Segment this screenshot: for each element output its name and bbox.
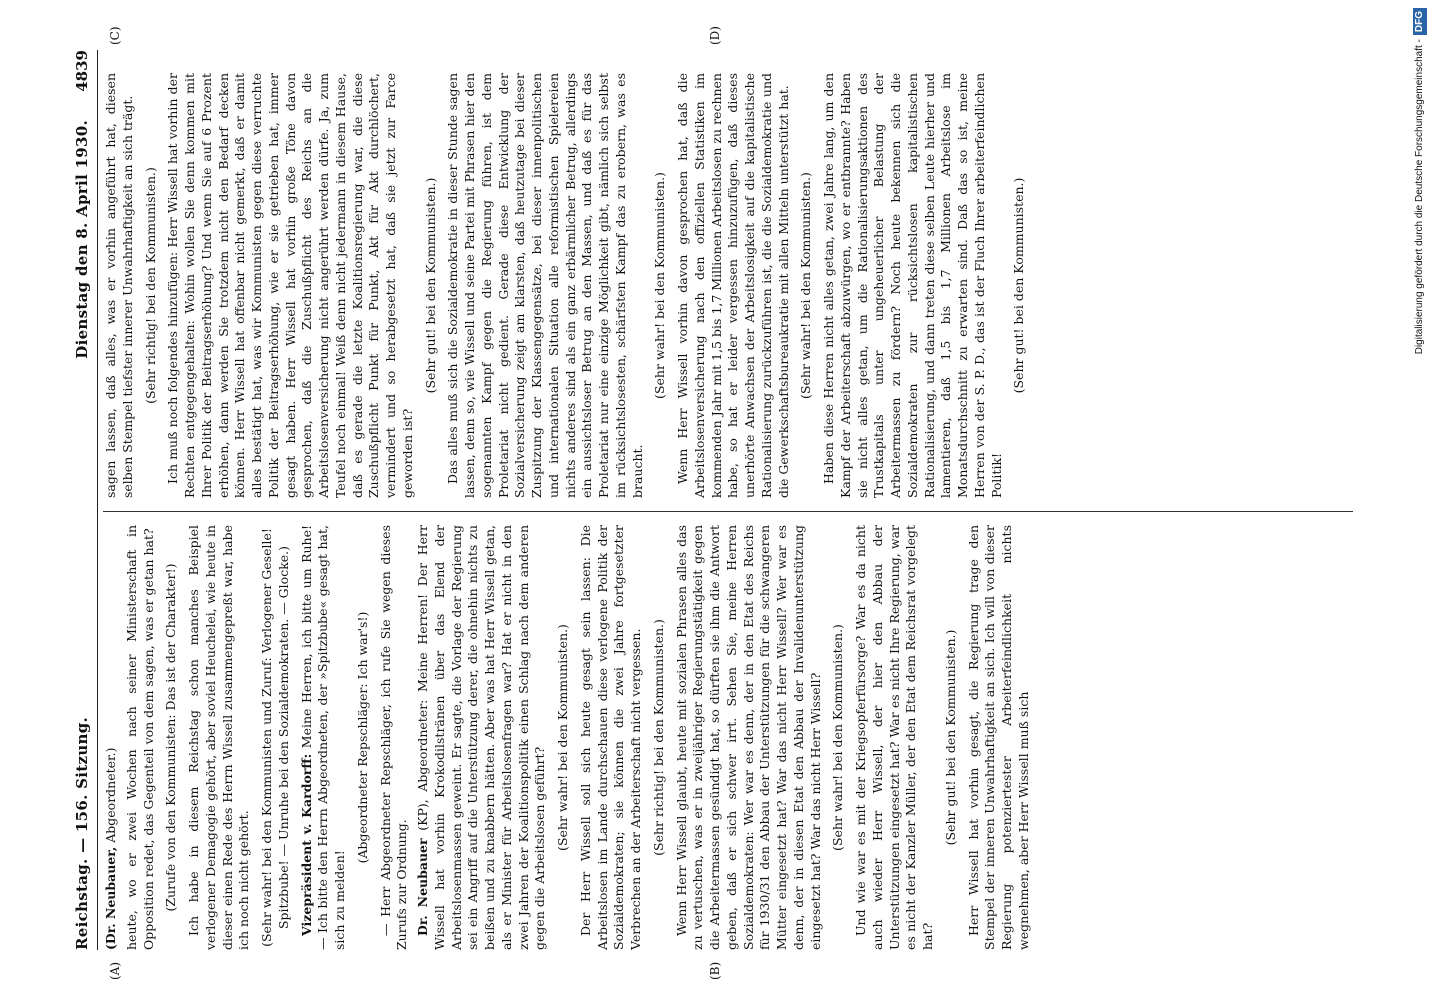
paragraph-text: Der Herr Wissell soll sich heute gesagt sein lassen: Die Arbeitslosen im Lande durchschauen diese verlogene Politik der Sozialdemokraten; sie können die zwei Jahre fortgesetzter Verbrechen an der Arbeiterschaft nicht vergessen.	[577, 525, 643, 950]
paragraph-text: (Sehr gut! bei den Kommunisten.)	[942, 629, 958, 846]
paragraph-text: (Sehr wahr! bei den Kommunisten.)	[830, 624, 846, 851]
paragraph-text: Abgeordneter.)	[103, 747, 118, 847]
digitization-notice	[1408, 8, 1432, 992]
paragraph-text: (Sehr gut! bei den Kommunisten.)	[422, 177, 438, 394]
paragraph-text: Wenn Herr Wissell vorhin davon gesprochen hat, daß die Arbeitslosenversicherung nach den offiziellen Statistiken im kommenden Jahr mit 1,5 bis 1,7 Millionen Arbeitslosen zu rechnen habe, so hat er leider vergessen hinzuzufügen, daß dieses unerhörte Anwachsen der Arbeitslosigkeit auf die kapitalistische Rationalisierung zurückzuführen ist, die die Sozialdemokratie und die Gewerkschaftsbureaukratie mit allen Mitteln unterstützt hat.	[675, 73, 791, 498]
speaker-name: Dr. Neubauer	[415, 838, 430, 936]
paragraph-text: (Sehr richtig! bei den Kommunisten.)	[650, 619, 666, 856]
paragraph	[165, 73, 416, 498]
paragraph	[103, 73, 137, 498]
page-header	[67, 50, 98, 950]
interjection	[259, 525, 293, 950]
speaker-name: Vizepräsident v. Kardorff:	[298, 753, 314, 936]
paragraph-text: (Abgeordneter Repschläger: Ich war's!)	[354, 611, 370, 864]
paragraph	[103, 525, 120, 950]
paragraph	[445, 73, 646, 498]
paragraph-text: (Zurufe von den Kommunisten: Das ist der Charakter!)	[163, 563, 179, 912]
interjection	[555, 525, 572, 950]
paragraph	[578, 525, 645, 950]
paragraph-text: heute, wo er zwei Wochen nach seiner Ministerschaft in Opposition redet, das Gegenteil von dem sagen, was er getan hat?	[123, 525, 156, 950]
interjection	[798, 73, 815, 498]
margin-label-b: (B)	[708, 961, 722, 980]
paragraph	[966, 525, 1033, 950]
paragraph	[299, 525, 349, 950]
interjection	[651, 525, 668, 950]
paragraph-text: (Sehr wahr! bei den Kommunisten.)	[555, 624, 570, 851]
paragraph-text: Wenn Herr Wissell glaubt, heute mit sozialen Phrasen alles das zu vertuschen, was er in zweijähriger Regierungstätigkeit gegen die Arbeitermassen gesündigt hat, so dürften sie ihm die Antwort geben, daß er sich schwer irrt. Sehen Sie, meine Herren Sozialdemokraten: Wer war es denn, der in den Etat des Reichs für 1930/31 den Abbau der Unterstützungen für die schwangeren Mütter eingesetzt hat? War das nicht Herr Wissell? Wer war es denn, der in diesen Etat den Abbau der Invalidenunterstützung eingesetzt hat? War das nicht Herr Wissell?	[673, 525, 823, 950]
interjection	[143, 73, 160, 498]
paragraph	[853, 525, 937, 950]
paragraph	[378, 525, 412, 950]
margin-label-d: (D)	[708, 26, 722, 45]
margin-label-c: (C)	[108, 26, 122, 45]
interjection	[830, 525, 847, 950]
paragraph	[675, 73, 792, 498]
interjection	[423, 73, 440, 498]
interjection	[1011, 73, 1028, 498]
interjection	[652, 73, 669, 498]
newspaper-page	[67, 26, 1367, 980]
interjection	[163, 525, 180, 950]
header-date: Dienstag den 8. April 1930.	[72, 120, 91, 359]
right-column	[103, 73, 1034, 498]
paragraph	[186, 525, 253, 950]
speaker-name: (Dr. Neubauer,	[103, 846, 118, 950]
paragraph	[415, 525, 549, 950]
column-divider	[103, 511, 1353, 512]
paragraph-text: Haben diese Herren nicht alles getan, zwei Jahre lang, um den Kampf der Arbeiterschaft abzuwürgen, wo er entbrannte? Haben sie nicht alles getan, um die Rationalisierungsaktionen des Trustkapitals unter ungeheuerlicher Belastung der Arbeitermassen zu fördern? Noch heute bekennen sich die Sozialdemokraten zur rücksichtslosen kapitalistischen Rationalisierung, und dann treten diese selben Leute hierher und lamentieren, daß 1,5 bis 1,7 Millionen Arbeitslose im Monatsdurchschnitt zu erwarten sind. Daß das so ist, meine Herren von der S. P. D., das ist der Fluch Ihrer arbeiterfeindlichen Politik!	[821, 73, 1004, 498]
paragraph-text: Ich muß noch folgendes hinzufügen: Herr Wissell hat vorhin der Rechten entgegengehalten: Wohin wollen Sie denn kommen mit Ihrer Politik der Beitragserhöhung? Und wenn Sie auf 6 Prozent erhöhen, dann werden Sie trotzdem nicht den Bedarf decken können. Herr Wissell hat offenbar nicht gemerkt, daß er damit alles bestätigt hat, was wir Kommunisten gegen diese verruchte Politik der Beitragserhöhung, wie er sie getrieben hat, immer gesagt haben. Herr Wissell hat vorhin große Töne davon gesprochen, daß die Zuschußpflicht des Reichs an die Arbeitslosenversicherung nicht angerührt werden dürfe. Ja, zum Teufel noch einmal! Weiß denn nicht jedermann in diesem Hause, daß es gerade die letzte Koalitionsregierung war, die diese Zuschußpflicht Punkt für Punkt, Akt für Akt durchlöchert, vermindert und so herabgesetzt hat, daß sie jetzt zur Farce geworden ist?	[165, 73, 415, 498]
paragraph-text: Ich habe in diesem Reichstag schon manches Beispiel verlogener Demagogie gehört, aber soviel Heuchelei, wie heute in dieser einen Rede des Herrn Wissell zusammengepreßt war, habe ich noch nicht gehört.	[186, 525, 252, 950]
interjection	[355, 525, 372, 950]
header-left-title: Reichstag. — 156. Sitzung.	[72, 716, 91, 950]
paragraph-text: (Sehr wahr! bei den Kommunisten.)	[798, 172, 814, 399]
left-column	[103, 525, 1037, 950]
dfg-logo: DFG	[1413, 8, 1427, 35]
paragraph-text: Meine Herren, ich bitte um Ruhe! — Ich bitte den Herrn Abgeordneten, der »Spitzbube« gesagt hat, sich zu melden!	[298, 525, 347, 950]
paragraph-text: — Herr Abgeordneter Repschläger, ich rufe Sie wegen dieses Zurufs zur Ordnung.	[377, 525, 410, 950]
margin-label-a: (A)	[108, 961, 122, 980]
paragraph-text: (Sehr wahr! bei den Kommunisten und Zuruf: Verlogener Geselle! Spitzbube! — Unruhe bei den Sozialdemokraten. — Glocke.)	[259, 528, 291, 947]
interjection	[943, 525, 960, 950]
paragraph-text: Das alles muß sich die Sozialdemokratie in dieser Stunde sagen lassen, denn so, wie Wissell und seine Partei mit Phrasen hier den sogenannten Kampf gegen die Regierung führen, ist dem Proletariat nicht gedient. Gerade diese Entwicklung der Sozialversicherung zeigt am klarsten, daß heutzutage bei dieser Zuspitzung der Klassengegensätze, bei dieser innenpolitischen und internationalen Situation alle reformistischen Spielereien nichts anderes sind als ein ganz erbärmlicher Betrug, allerdings ein aussichtsloser Betrug an den Massen, und daß es für das Proletariat nur eine einzige Möglichkeit gibt, nämlich sich selbst im rücksichtslosesten, schärfsten Kampf das zu erobern, was es braucht.	[445, 73, 645, 498]
paragraph-text: (Sehr wahr! bei den Kommunisten.)	[652, 172, 668, 399]
paragraph-text: Und wie war es mit der Kriegsopferfürsorge? War es da nicht auch wieder Herr Wissell, der hier den Abbau der Unterstützungen eingesetzt hat? War es nicht Ihre Regierung, war es nicht der Kanzler Müller, der den Etat dem Reichsrat vorgelegt hat?	[853, 525, 935, 950]
paragraph	[821, 73, 1005, 498]
digitization-text: Digitalisierung gefördert durch die Deutsche Forschungsgemeinschaft -	[1414, 39, 1425, 355]
paragraph-text: (KP), Abgeordneter: Meine Herren! Der Herr Wissell hat vorhin Krokodilstränen über das Elend der Arbeitslosenmassen geweint. Er sagte, die Vorlage der Regierung sei ein Angriff auf die Unterstützung derer, die ohnehin nichts zu beißen und zu knabbern hätten. Aber was hat Herr Wissell getan, als er Minister für Arbeitslosenfragen war? Hat er nicht in den zwei Jahren der Koalitionspolitik einen Schlag nach dem anderen gegen die Arbeitslosen geführt?	[415, 524, 548, 950]
paragraph-text: Herr Wissell hat vorhin gesagt, die Regierung trage den Stempel der inneren Unwahrhaftigkeit an sich. Ich will von dieser Regierung potenziertester Arbeiterfeindlichkeit nichts wegnehmen, aber Herr Wissell muß sich	[965, 525, 1031, 950]
paragraph-text: (Sehr gut! bei den Kommunisten.)	[1011, 177, 1027, 394]
paragraph	[674, 525, 825, 950]
page-number: 4839	[72, 50, 91, 92]
paragraph-text: sagen lassen, daß alles, was er vorhin angeführt hat, diesen selben Stempel tiefster innerer Unwahrhaftigkeit an sich trägt.	[103, 73, 135, 498]
paragraph	[124, 525, 158, 950]
paragraph-text: (Sehr richtig! bei den Kommunisten.)	[142, 167, 158, 404]
